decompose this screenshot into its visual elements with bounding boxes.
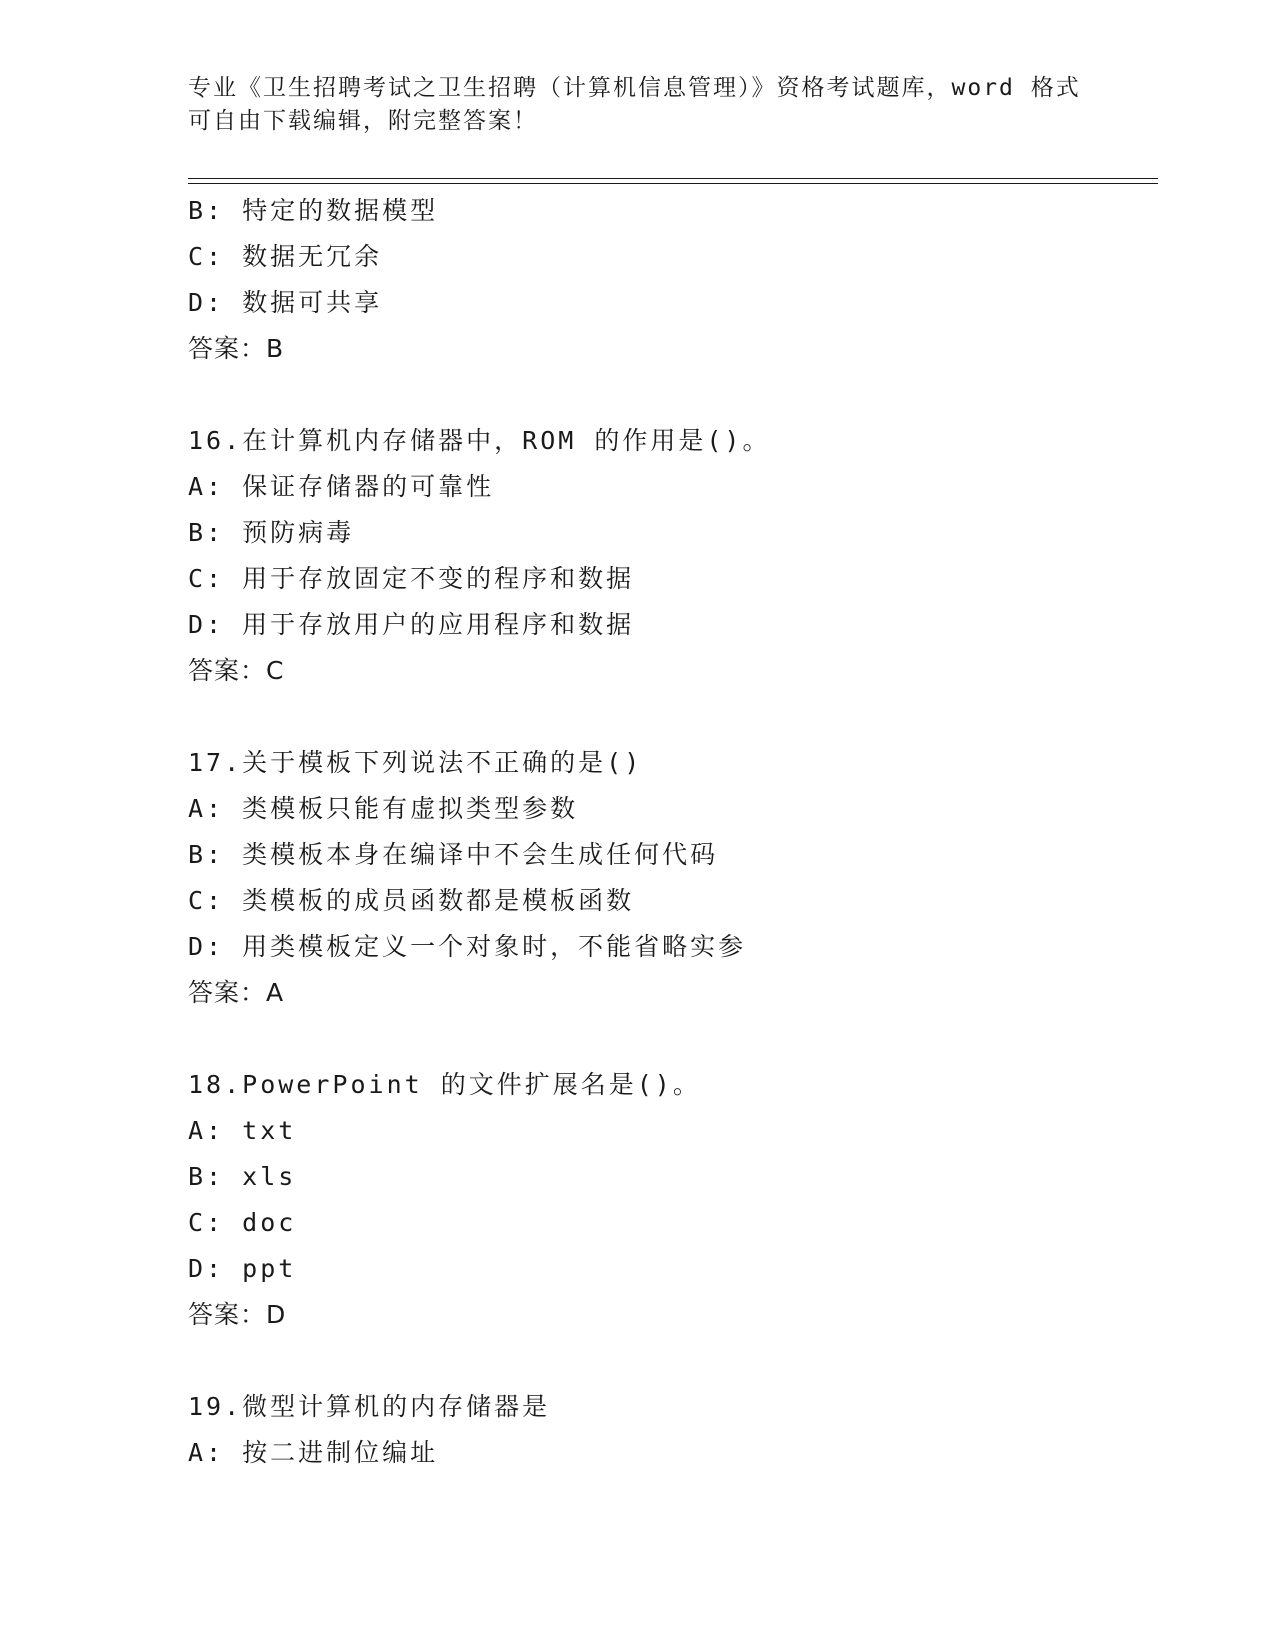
option-a: A: 类模板只能有虚拟类型参数 (188, 794, 579, 823)
option-c: C: 用于存放固定不变的程序和数据 (188, 564, 635, 593)
question-block-16 (188, 418, 1148, 694)
option-b: B: 特定的数据模型 (188, 196, 439, 225)
answer-line: 答案：D (188, 1300, 287, 1329)
option-b: B: xls (188, 1162, 297, 1191)
question-block-19 (188, 1384, 1148, 1476)
option-b: B: 类模板本身在编译中不会生成任何代码 (188, 840, 719, 869)
question-stem: 18.PowerPoint 的文件扩展名是()。 (188, 1070, 701, 1099)
question-block-15 (188, 188, 1148, 372)
option-c: C: doc (188, 1208, 297, 1237)
option-d: D: 用于存放用户的应用程序和数据 (188, 610, 635, 639)
header-line-1: 专业《卫生招聘考试之卫生招聘（计算机信息管理）》资格考试题库，word 格式 (188, 75, 1081, 101)
question-stem: 19.微型计算机的内存储器是 (188, 1392, 551, 1421)
question-stem: 17.关于模板下列说法不正确的是() (188, 748, 643, 777)
option-d: D: 用类模板定义一个对象时，不能省略实参 (188, 932, 747, 961)
question-list (188, 188, 1148, 1522)
answer-line: 答案：A (188, 978, 285, 1007)
header-line-2: 可自由下载编辑，附完整答案！ (188, 108, 538, 134)
option-a: A: 保证存储器的可靠性 (188, 472, 495, 501)
option-c: C: 类模板的成员函数都是模板函数 (188, 886, 635, 915)
question-block-17 (188, 740, 1148, 1016)
header-divider-bottom (188, 183, 1158, 184)
question-stem: 16.在计算机内存储器中，ROM 的作用是()。 (188, 426, 771, 455)
option-a: A: 按二进制位编址 (188, 1438, 439, 1467)
option-c: C: 数据无冗余 (188, 242, 383, 271)
option-b: B: 预防病毒 (188, 518, 355, 547)
option-d: D: 数据可共享 (188, 288, 383, 317)
option-a: A: txt (188, 1116, 297, 1145)
option-d: D: ppt (188, 1254, 297, 1283)
answer-line: 答案：C (188, 656, 285, 685)
header-divider-top (188, 178, 1158, 179)
question-block-18 (188, 1062, 1148, 1338)
document-header (188, 72, 1088, 138)
answer-line: 答案：B (188, 334, 285, 363)
